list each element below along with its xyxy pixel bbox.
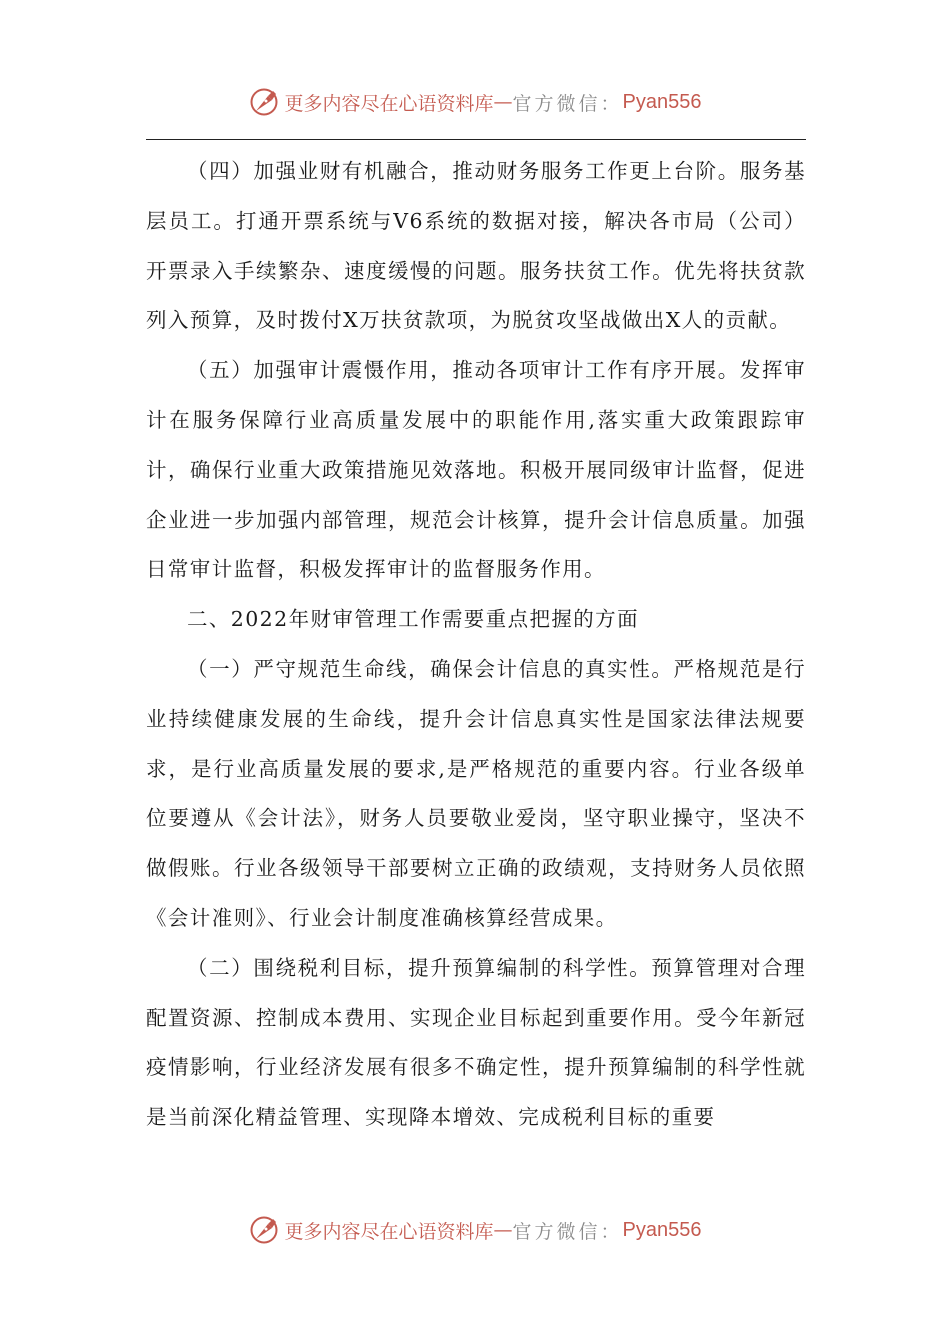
document-body	[146, 147, 806, 1143]
banner-dash: —	[493, 91, 513, 113]
footer-banner	[0, 1210, 950, 1250]
header-banner	[0, 82, 950, 122]
section-heading-2: 二、2022年财审管理工作需要重点把握的方面	[187, 607, 639, 632]
header-divider	[146, 139, 806, 140]
paragraph-5: （五）加强审计震慑作用，推动各项审计工作有序开展。发挥审计在服务保障行业高质量发展中的职能作用,落实重大政策跟踪审计，确保行业重大政策措施见效落地。积极开展同级审计监督，促进企业进一步加强内部管理，规范会计核算，提升会计信息质量。加强日常审计监督，积极发挥审计的监督服务作用。	[146, 358, 806, 582]
banner-brand: 更多内容尽在心语资料库	[284, 1220, 494, 1243]
pen-nib-logo-icon	[249, 1215, 279, 1245]
banner-wechat-id: Pyan556	[622, 1218, 702, 1241]
banner-official-label: 官方微信：	[512, 1220, 623, 1243]
banner-brand: 更多内容尽在心语资料库	[284, 92, 494, 115]
paragraph-2-2: （二）围绕税利目标，提升预算编制的科学性。预算管理对合理配置资源、控制成本费用、实现企业目标起到重要作用。受今年新冠疫情影响，行业经济发展有很多不确定性，提升预算编制的科学性就是当前深化精益管理、实现降本增效、完成税利目标的重要	[146, 955, 806, 1130]
banner-wechat-id: Pyan556	[622, 90, 702, 113]
pen-nib-logo-icon	[249, 87, 279, 117]
paragraph-4: （四）加强业财有机融合，推动财务服务工作更上台阶。服务基层员工。打通开票系统与V6系统的数据对接，解决各市局（公司）开票录入手续繁杂、速度缓慢的问题。服务扶贫工作。优先将扶贫款列入预算，及时拨付X万扶贫款项，为脱贫攻坚战做出X人的贡献。	[146, 159, 806, 333]
banner-official-label: 官方微信：	[512, 92, 623, 115]
banner-dash: —	[493, 1219, 513, 1241]
paragraph-2-1: （一）严守规范生命线，确保会计信息的真实性。严格规范是行业持续健康发展的生命线，提升会计信息真实性是国家法律法规要求，是行业高质量发展的要求,是严格规范的重要内容。行业各级单位要遵从《会计法》，财务人员要敬业爱岗，坚守职业操守，坚决不做假账。行业各级领导干部要树立正确的政绩观，支持财务人员依照《会计准则》、行业会计制度准确核算经营成果。	[146, 656, 806, 930]
